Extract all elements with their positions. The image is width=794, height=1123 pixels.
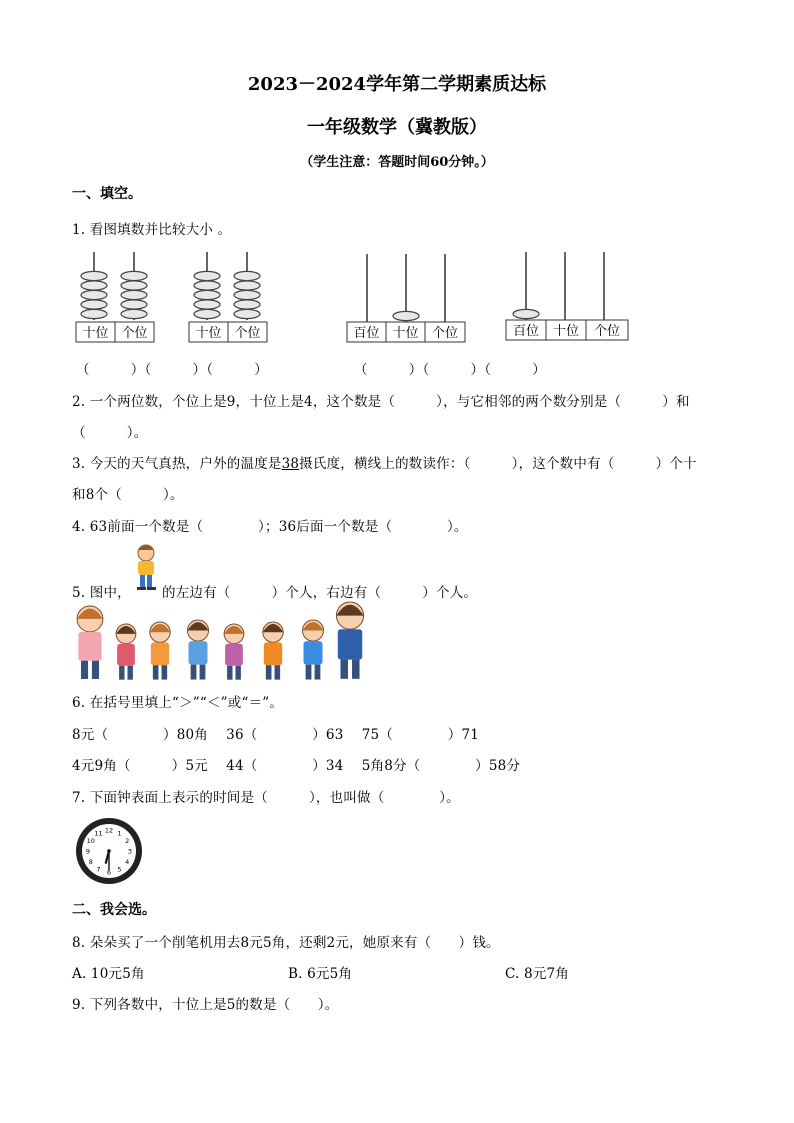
clock-numeral: 3: [127, 847, 133, 856]
abacus-label-tens: 十位: [392, 326, 419, 341]
underlined-number: 38: [281, 456, 300, 472]
question-3-line2: 和8个（ ）。: [72, 487, 184, 503]
person-figure: [150, 622, 170, 680]
question-1: 1. 看图填数并比较大小 。: [72, 222, 232, 238]
clock-numeral: 7: [96, 865, 101, 874]
abacus-bead: [393, 311, 419, 320]
q8-option-b[interactable]: B. 6元5角: [288, 966, 353, 982]
question-4: 4. 63前面一个数是（ ）；36后面一个数是（ ）。: [72, 519, 468, 535]
q8-option-a[interactable]: A. 10元5角: [72, 966, 145, 982]
abacus-bead: [121, 300, 147, 309]
abacus-bead: [513, 309, 539, 318]
abacus-label-ones: 个位: [121, 326, 148, 341]
question-2-line2: （ ）。: [72, 425, 148, 441]
abacus-figure: [70, 248, 640, 348]
abacus-label-ones: 个位: [431, 326, 459, 341]
abacus-label-tens: 十位: [195, 326, 222, 341]
abacus-bead: [194, 271, 220, 280]
abacus-bead: [121, 290, 147, 299]
abacus-bead: [194, 290, 220, 299]
abacus-label-tens: 十位: [82, 326, 109, 341]
question-9: 9. 下列各数中，十位上是5的数是（ ）。: [72, 997, 339, 1013]
exam-note: （学生注意：答题时间60分钟。）: [300, 155, 494, 170]
abacus-1: [76, 252, 154, 342]
question-7: 7. 下面钟表面上表示的时间是（ ），也叫做（ ）。: [72, 790, 460, 806]
q1-blanks-right[interactable]: （ ）（ ）（ ）: [354, 362, 546, 378]
question-8: 8. 朵朵买了一个削笔机用去8元5角，还剩2元，她原来有（ ）钱。: [72, 935, 500, 951]
section-heading-fill: 一、填空。: [72, 186, 142, 202]
person-figure: [336, 602, 363, 679]
clock-numeral: 8: [88, 858, 93, 866]
question-6: 6. 在括号里填上“＞”“＜”或“＝”。: [72, 695, 284, 711]
abacus-3: [347, 254, 465, 342]
abacus-bead: [121, 309, 147, 318]
abacus-label-hundreds: 百位: [353, 326, 380, 341]
question-5-prefix: 5. 图中，: [72, 585, 131, 601]
person-figure: [116, 624, 136, 680]
page-subtitle: 一年级数学（冀教版）: [307, 117, 487, 138]
clock-numeral: 12: [104, 826, 114, 835]
question-2-line1: 2. 一个两位数，个位上是9，十位上是4，这个数是（ ），与它相邻的两个数分别是（ ）和: [72, 394, 690, 410]
abacus-label-tens: 十位: [552, 324, 580, 339]
clock-numeral: 4: [125, 858, 130, 866]
abacus-bead: [81, 290, 107, 299]
clock-numeral: 1: [117, 829, 122, 838]
abacus-bead: [234, 300, 260, 309]
person-figure: [263, 622, 283, 680]
person-figure: [224, 624, 244, 680]
section-heading-choice: 二、我会选。: [72, 902, 156, 918]
question-6-row1: 8元（ ）80角 36（ ）63 75（ ）71: [72, 727, 480, 743]
person-figure: [77, 606, 103, 679]
question-3-line1: 3. 今天的天气真热，户外的温度是38摄氏度，横线上的数读作：（ ），这个数中有（ ）个十: [72, 456, 697, 472]
abacus-bead: [81, 300, 107, 309]
abacus-bead: [81, 271, 107, 280]
clock-numeral: 5: [117, 865, 122, 874]
person-figure: [187, 620, 208, 680]
abacus-bead: [121, 271, 147, 280]
boy-icon: [131, 543, 161, 593]
abacus-bead: [234, 290, 260, 299]
page-title: 2023－2024学年第二学期素质达标: [247, 74, 547, 95]
abacus-bead: [81, 309, 107, 318]
abacus-bead: [121, 281, 147, 290]
q8-option-c[interactable]: C. 8元7角: [505, 966, 570, 982]
abacus-bead: [234, 271, 260, 280]
question-5-suffix: 的左边有（ ）个人，右边有（ ）个人。: [162, 585, 478, 601]
abacus-4: [506, 252, 628, 340]
clock-numeral: 9: [85, 847, 91, 856]
abacus-label-ones: 个位: [593, 324, 621, 339]
abacus-bead: [81, 281, 107, 290]
abacus-label-ones: 个位: [234, 326, 261, 341]
abacus-bead: [234, 309, 260, 318]
clock-numeral: 6: [106, 868, 112, 877]
question-6-row2: 4元9角（ ）5元 44（ ）34 5角8分（ ）58分: [72, 758, 521, 774]
clock-icon: [74, 816, 144, 886]
clock-numeral: 2: [125, 837, 130, 845]
clock-numeral: 10: [86, 837, 95, 845]
abacus-label-hundreds: 百位: [512, 324, 540, 339]
abacus-2: [189, 252, 267, 342]
people-row: [68, 600, 388, 682]
q1-blanks-left[interactable]: （ ）（ ）（ ）: [76, 362, 268, 378]
abacus-bead: [234, 281, 260, 290]
clock-numeral: 11: [94, 829, 103, 838]
abacus-bead: [194, 281, 220, 290]
abacus-bead: [194, 309, 220, 318]
abacus-bead: [194, 300, 220, 309]
person-figure: [302, 620, 323, 680]
